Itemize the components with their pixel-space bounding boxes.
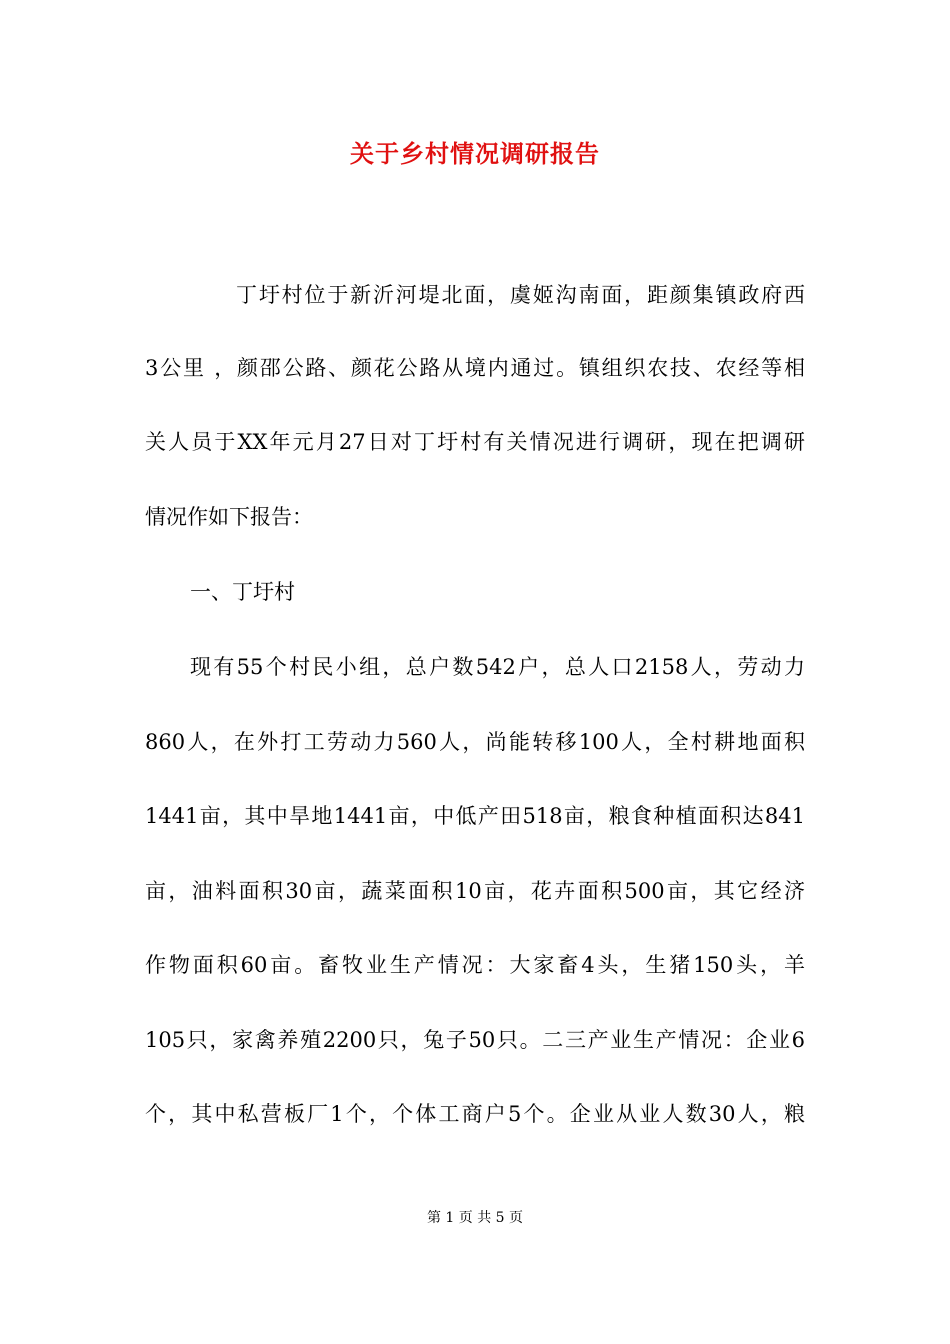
paragraph-line: 关人员于XX年元月27日对丁圩村有关情况进行调研，现在把调研 — [145, 430, 805, 454]
paragraph-line: 情况作如下报告： — [145, 505, 313, 529]
paragraph-line: 860人，在外打工劳动力560人，尚能转移100人，全村耕地面积 — [145, 730, 805, 754]
page-number: 第 1 页 共 5 页 — [426, 1210, 524, 1226]
paragraph-line: 丁圩村位于新沂河堤北面，虞姬沟南面，距颜集镇政府西 — [236, 283, 805, 307]
paragraph-line: 105只，家禽养殖2200只，兔子50只。二三产业生产情况：企业6 — [145, 1028, 805, 1052]
section-heading: 一、丁圩村 — [190, 580, 295, 604]
paragraph-line: 现有55个村民小组，总户数542户，总人口2158人，劳动力 — [190, 655, 805, 679]
paragraph-line: 亩，油料面积30亩，蔬菜面积10亩，花卉面积500亩，其它经济 — [145, 879, 805, 903]
paragraph-line: 个，其中私营板厂1个，个体工商户5个。企业从业人数30人，粮 — [145, 1102, 805, 1126]
paragraph-line: 作物面积60亩。畜牧业生产情况：大家畜4头，生猪150头，羊 — [145, 953, 805, 977]
paragraph-line: 3公里 ，颜邵公路、颜花公路从境内通过。镇组织农技、农经等相 — [145, 356, 805, 380]
document-title: 关于乡村情况调研报告 — [350, 139, 600, 168]
paragraph-line: 1441亩，其中旱地1441亩，中低产田518亩，粮食种植面积达841 — [145, 804, 805, 828]
